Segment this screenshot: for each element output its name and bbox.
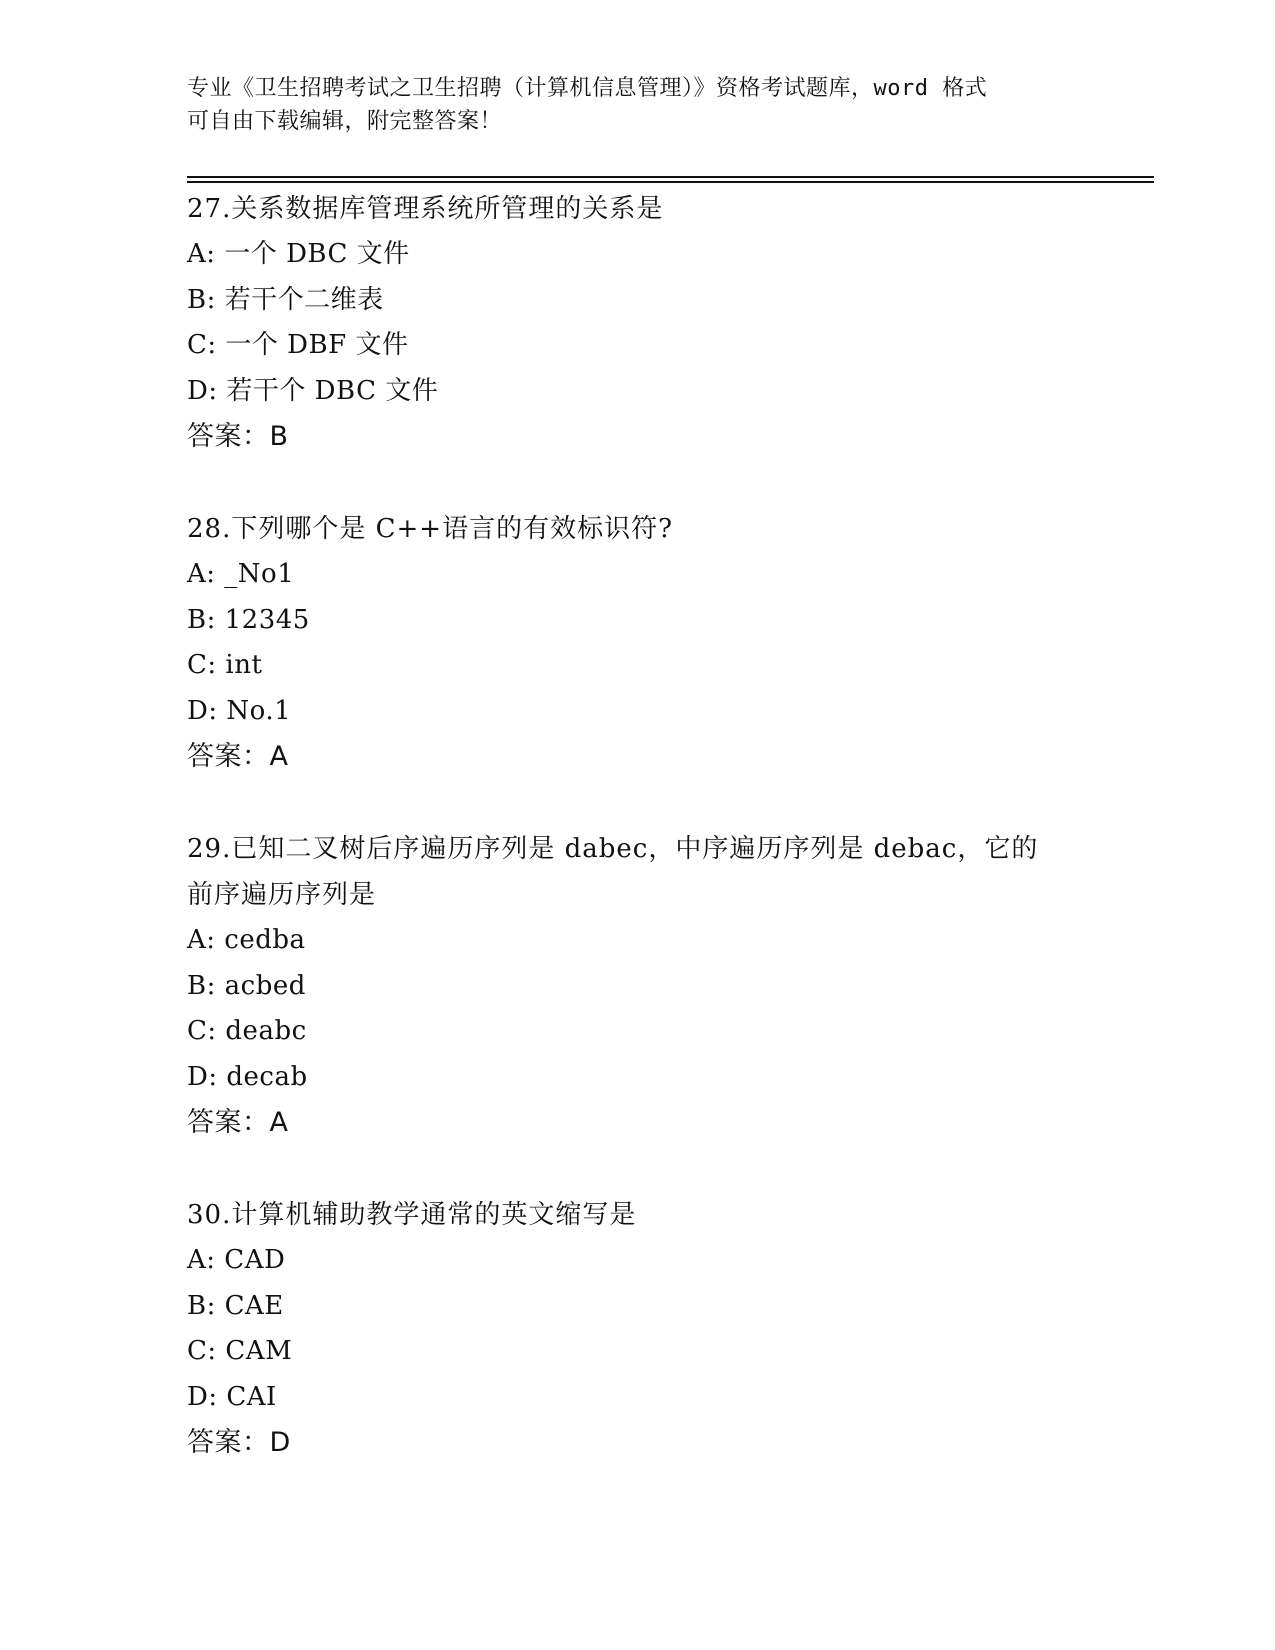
option-b: B: 12345	[187, 604, 310, 635]
option-b: B: CAE	[187, 1290, 284, 1321]
answer-label: 答案：A	[187, 1107, 289, 1138]
question-list	[187, 186, 1087, 1512]
question-28	[187, 506, 1087, 780]
question-stem: 29.已知二叉树后序遍历序列是 dabec，中序遍历序列是 debac，它的前序遍历序列是	[187, 834, 1039, 910]
option-d: D: No.1	[187, 695, 292, 726]
option-a: A: CAD	[187, 1245, 286, 1275]
header-line-2: 可自由下载编辑，附完整答案！	[187, 109, 503, 134]
question-30	[187, 1192, 1087, 1466]
option-d: D: 若干个 DBC 文件	[187, 375, 439, 406]
header-line-1: 专业《卫生招聘考试之卫生招聘（计算机信息管理）》资格考试题库，word 格式	[187, 76, 988, 101]
option-c: C: int	[187, 650, 263, 680]
header-divider-bottom	[187, 181, 1154, 183]
header-divider-top	[187, 176, 1154, 178]
question-stem: 30.计算机辅助教学通常的英文缩写是	[187, 1200, 637, 1230]
option-c: C: deabc	[187, 1016, 307, 1046]
option-d: D: decab	[187, 1061, 308, 1092]
option-a: A: cedba	[187, 925, 306, 955]
question-29	[187, 826, 1087, 1146]
option-c: C: 一个 DBF 文件	[187, 330, 409, 360]
document-header	[187, 72, 1067, 138]
question-27	[187, 186, 1087, 460]
answer-label: 答案：B	[187, 421, 289, 452]
question-stem: 27.关系数据库管理系统所管理的关系是	[187, 194, 664, 224]
option-b: B: acbed	[187, 970, 306, 1001]
option-b: B: 若干个二维表	[187, 284, 384, 315]
option-c: C: CAM	[187, 1336, 293, 1366]
question-stem: 28.下列哪个是 C++语言的有效标识符?	[187, 514, 674, 544]
answer-label: 答案：D	[187, 1427, 291, 1458]
option-a: A: _No1	[187, 559, 295, 589]
option-d: D: CAI	[187, 1381, 277, 1412]
answer-label: 答案：A	[187, 741, 289, 772]
option-a: A: 一个 DBC 文件	[187, 239, 410, 269]
